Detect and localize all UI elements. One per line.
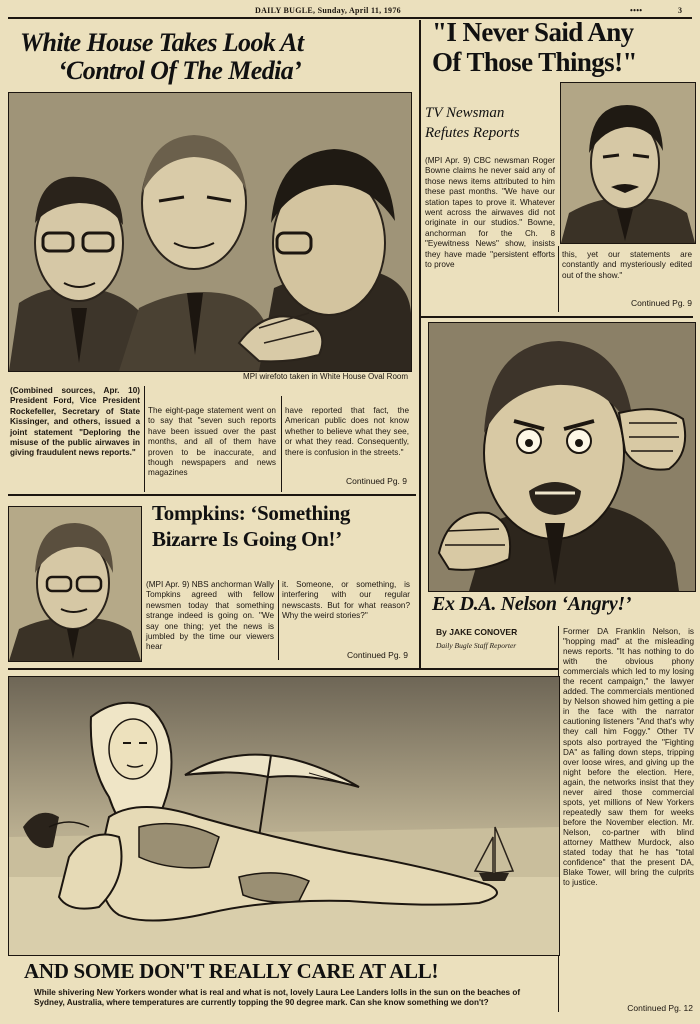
newsman-continued: Continued Pg. 9: [631, 298, 692, 308]
column-divider: [419, 20, 421, 670]
oval-office-photo: [8, 92, 412, 372]
newsman-headline-line2: Of Those Things!": [432, 47, 637, 77]
beach-headline: AND SOME DON'T REALLY CARE AT ALL!: [24, 959, 439, 983]
tompkins-column-2: it. Someone, or something, is interfering with our regular newscasts. But for what reason? Why the weird stories?": [282, 580, 410, 621]
newsman-subhead-line1: TV Newsman: [425, 105, 505, 121]
tompkins-headline-line2: Bizarre Is Going On!’: [152, 527, 342, 551]
whitehouse-headline-line1: White House Takes Look At: [20, 28, 304, 57]
tompkins-column-1: (MPI Apr. 9) NBS anchorman Wally Tompkins agreed with fellow newsmen today that something strange indeed is going on. "We say one thing; yet the news is jumbled by the time our viewers hear: [146, 580, 274, 652]
whitehouse-headline-line2: ‘Control Of The Media’: [58, 56, 302, 85]
section-rule: [8, 668, 558, 670]
newsman-portrait: [560, 82, 696, 244]
newsman-column-2: this, yet our statements are constantly and mysteriously edited out of the show.": [562, 250, 692, 280]
tompkins-portrait: [8, 506, 142, 662]
whitehouse-continued: Continued Pg. 9: [346, 476, 407, 486]
nelson-byline: By JAKE CONOVER: [436, 627, 518, 637]
nelson-continued: Continued Pg. 12: [627, 1003, 693, 1013]
tompkins-headline-line1: Tompkins: ‘Something: [152, 501, 351, 525]
nelson-angry-photo: [428, 322, 696, 592]
beach-photo: [8, 676, 560, 956]
nelson-body: Former DA Franklin Nelson, is "hopping mad" at the misleading news reports. "It has nothing to do with the obvious phony commercials which led to my losing the recent campaign," the lawyer added. The commercials mentioned by Nelson showed him getting a pie in the face with the narrator cautioning listeners "And that's why they call him Foggy." Other TV spots also portrayed the "Fighting DA" as falling down steps, tripping over loose wires, and giving up the night before the election. Here, again, the networks insist that they never aired those commercial spots, yet millions of New Yorkers repeatedly saw them for weeks before the November election. Mr. Nelson, co-partner with blind attorney Matthew Murdock, also stated today that he has "total confidence" that the present DA, Blake Tower, will bring the culprits to justice.: [563, 627, 694, 888]
column-divider: [144, 386, 145, 492]
tompkins-continued: Continued Pg. 9: [347, 650, 408, 660]
nelson-byline-title: Daily Bugle Staff Reporter: [436, 641, 517, 650]
whitehouse-column-2: The eight-page statement went on to say that "seven such reports have been issued over the past months, and all of them have proven to be inaccurate, and though newspapers and news magazines: [148, 406, 276, 478]
nelson-headline: Ex D.A. Nelson ‘Angry!’: [432, 593, 632, 615]
whitehouse-column-1: (Combined sources, Apr. 10) President Ford, Vice President Rockefeller, Secretary of State Kissinger, and others, issued a joint statement "Deploring the misuse of the public airwaves in giving fraudulent news reports.": [10, 386, 140, 458]
newsman-headline-line1: "I Never Said Any: [432, 17, 634, 47]
masthead: [0, 4, 700, 18]
masthead-date: DAILY BUGLE, Sunday, April 11, 1976: [255, 6, 401, 15]
page-number: 3: [678, 6, 683, 15]
column-divider: [278, 580, 279, 660]
column-divider: [281, 396, 282, 492]
newsman-subhead-line2: Refutes Reports: [425, 125, 520, 141]
column-divider: [558, 246, 559, 312]
newsman-column-1: (MPI Apr. 9) CBC newsman Roger Bowne claims he never said any of those news items attributed to him these past months. "We have our station tapes to prove it. Whatever went across the airwaves did not originate in our studios." Bowne, anchorman for the Ch. 8 "Eyewitness News" show, insists they have made "persistent efforts to prove: [425, 156, 555, 270]
beach-caption: While shivering New Yorkers wonder what is real and what is not, lovely Laura Lee Landers lolls in the sun on the beaches of Sydney, Australia, where temperatures are currently topping the 90 degree mark. Can she know something we don't?: [34, 988, 521, 1008]
section-rule: [421, 316, 693, 318]
masthead-marks: ••••: [630, 6, 643, 15]
whitehouse-column-3: have reported that fact, the American public does not know whether to believe what they see, or what they read. Consequently, there is confusion in the streets.": [285, 406, 409, 457]
section-rule: [8, 494, 416, 496]
oval-office-caption: MPI wirefoto taken in White House Oval Room: [243, 372, 408, 381]
